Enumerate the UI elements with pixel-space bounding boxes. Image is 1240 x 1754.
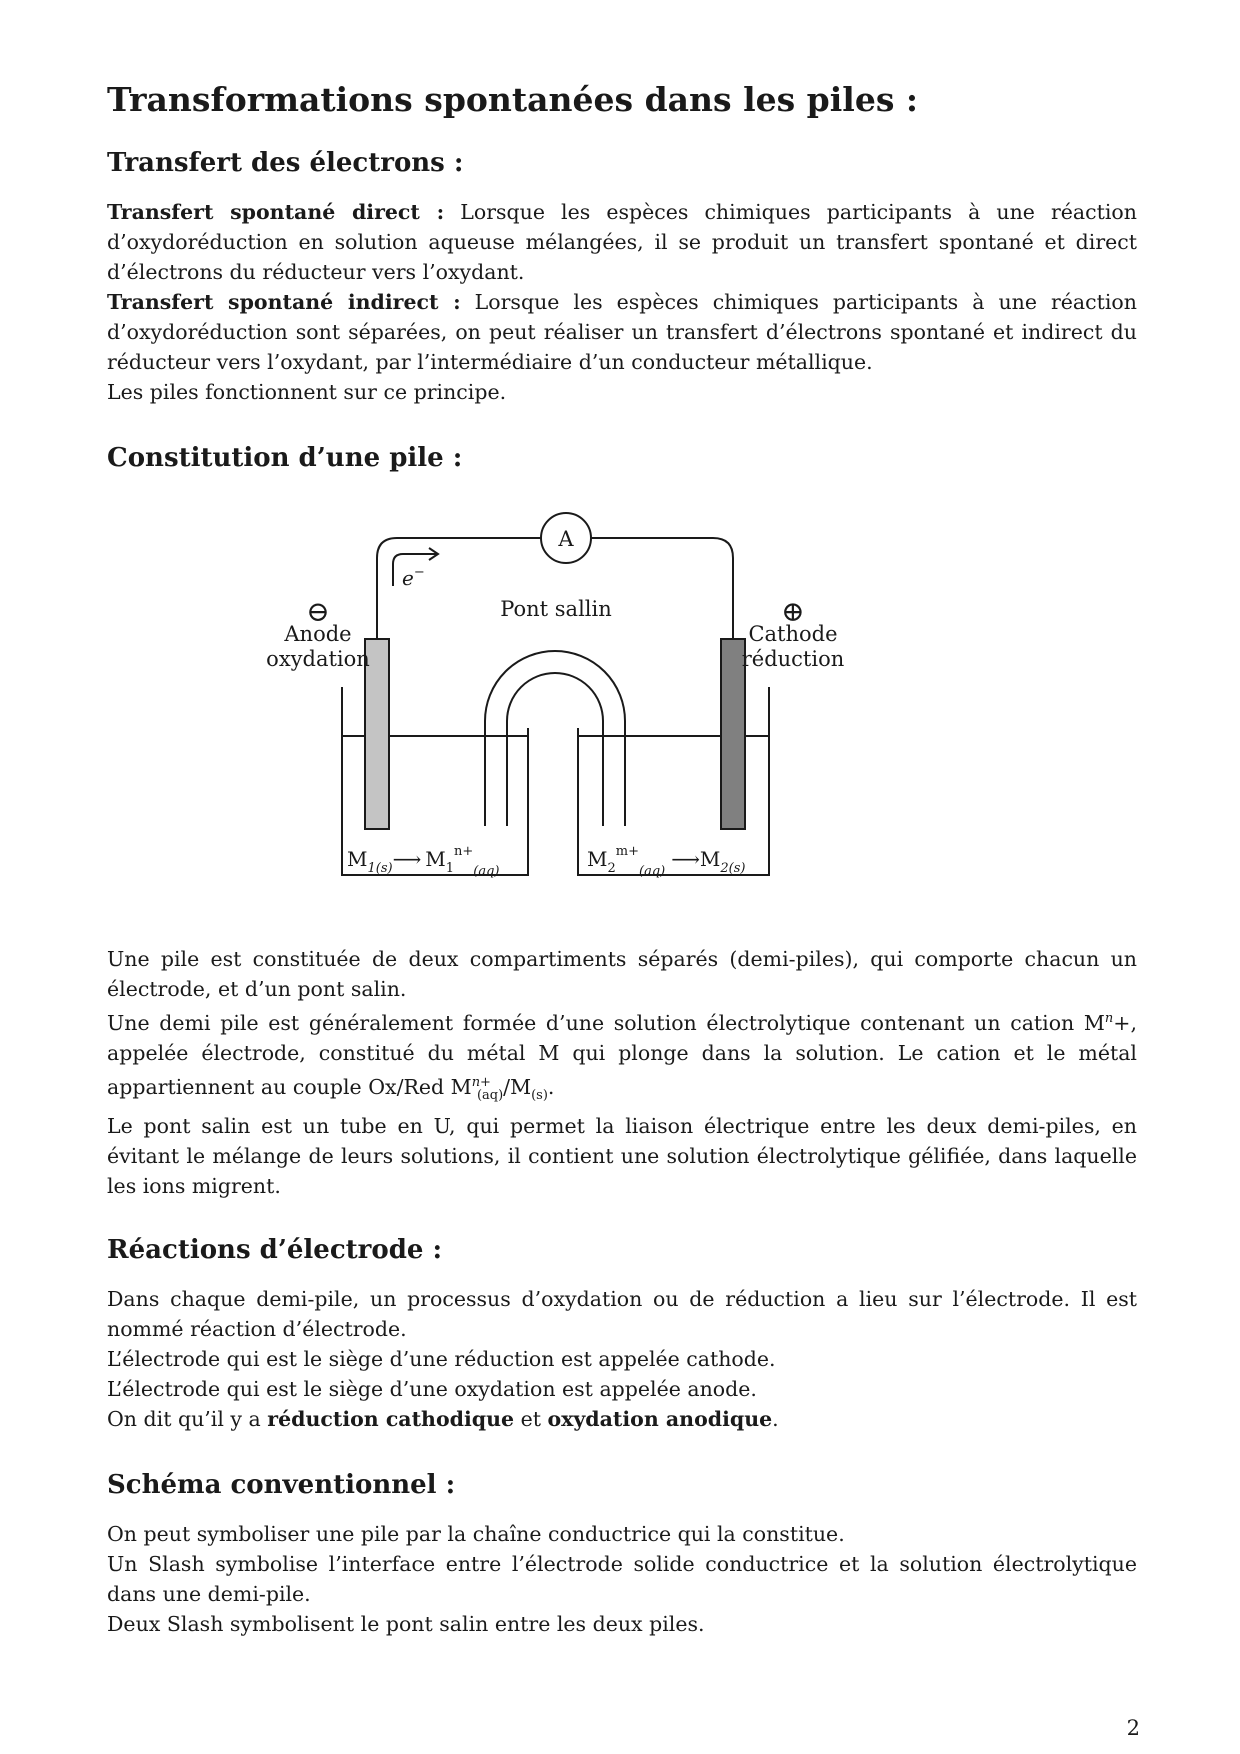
right-half-reaction: [587, 844, 745, 879]
couple-sup: n+: [471, 1074, 491, 1090]
label-direct: Transfert spontané direct :: [107, 199, 445, 224]
section-transfert: [107, 148, 1137, 407]
right-reactant: M: [587, 846, 608, 871]
battery-diagram: [107, 474, 1137, 944]
section-heading-schema: Schéma conventionnel :: [107, 1469, 456, 1500]
paragraph-anode-def: L’électrode qui est le siège d’une oxydation est appelée anode.: [107, 1376, 757, 1401]
right-product: M: [699, 846, 721, 871]
left-arrow: ⟶: [392, 846, 422, 871]
section-heading-transfert: Transfert des électrons :: [107, 147, 464, 178]
left-product-sup: n+: [454, 843, 474, 859]
page-title: Transformations spontanées dans les piles :: [107, 80, 919, 119]
couple-red: /M: [503, 1074, 532, 1099]
text-direct: Lorsque les espèces chimiques participants à une réaction d’oxydoréduction en solution aqueuse mélangées, il se produit un transfert spontané et direct d’électrons du réducteur vers l’oxydant.: [107, 199, 1137, 284]
section-reactions: [107, 1235, 1137, 1434]
couple-sub: (aq): [476, 1087, 504, 1103]
paragraph-direct: [107, 197, 1137, 287]
electron-symbol: e: [402, 565, 414, 590]
paragraph-schema-2: Un Slash symbolise l’interface entre l’électrode solide conductrice et la solution électrolytique dans une demi-pile.: [107, 1552, 1137, 1607]
salt-bridge-label: Pont sallin: [500, 596, 612, 621]
document-page: [107, 80, 1137, 1675]
paragraph-schema-1: On peut symboliser une pile par la chaîne conductrice qui la constitue.: [107, 1522, 845, 1547]
paragraph-indirect: [107, 287, 1137, 377]
couple-red-sub: (s): [531, 1087, 548, 1103]
section-schema: [107, 1470, 1137, 1639]
label-indirect: Transfert spontané indirect :: [107, 289, 461, 314]
right-arrow: ⟶: [671, 846, 700, 871]
left-product-sub: 1: [445, 860, 455, 876]
paragraph-pont-salin: Le pont salin est un tube en U, qui permet la liaison électrique entre les deux demi-piles, en évitant le mélange de leurs solutions, il contient une solution électrolytique gélifiée, dans laquelle les ions migrent.: [107, 1113, 1137, 1198]
right-reactant-sub: 2: [607, 860, 616, 876]
paragraph-cathode-def: L’électrode qui est le siège d’une réduction est appelée cathode.: [107, 1346, 776, 1371]
anode-process: oxydation: [266, 646, 370, 671]
summary-end: .: [772, 1406, 779, 1431]
demi-pile-text-1: Une demi pile est généralement formée d’une solution électrolytique contenant un cation M: [107, 1010, 1105, 1035]
paragraph-conclusion: Les piles fonctionnent sur ce principe.: [107, 379, 507, 404]
right-reactant-sup: m+: [615, 843, 639, 859]
electron-label: [402, 565, 425, 590]
text-indirect: Lorsque les espèces chimiques participants à une réaction d’oxydoréduction sont séparées, on peut réaliser un transfert d’électrons spontané et indirect du réducteur vers l’oxydant, par l’intermédiaire d’un conducteur métallique.: [107, 289, 1137, 374]
cathode-process: réduction: [741, 646, 845, 671]
cathode-label: Cathode: [748, 621, 838, 646]
summary-bold-2: oxydation anodique: [547, 1406, 773, 1431]
paragraph-pile-def: Une pile est constituée de deux compartiments séparés (demi-piles), qui comporte chacun un électrode, et d’un pont salin.: [107, 946, 1137, 1001]
page-number: 2: [1126, 1716, 1140, 1740]
demi-pile-text-2: +, appelée électrode, constitué du métal M qui plonge dans la solution. Le cation et le métal appartiennent au couple Ox/Red M: [107, 1010, 1137, 1099]
section-heading-constitution: Constitution d’une pile :: [107, 442, 463, 473]
summary-mid: et: [520, 1406, 541, 1431]
salt-bridge-inner: [507, 673, 603, 826]
left-reactant-sub: 1(s): [367, 860, 393, 876]
summary-bold-1: réduction cathodique: [267, 1406, 515, 1431]
section-constitution: [107, 443, 1137, 1201]
section-heading-reactions: Réactions d’électrode :: [107, 1234, 443, 1265]
right-reactant-state: (aq): [639, 863, 666, 879]
battery-diagram-svg: [107, 474, 1137, 944]
paragraph-summary: [107, 1404, 1137, 1434]
paragraph-schema-3: Deux Slash symbolisent le pont salin entre les deux piles.: [107, 1612, 705, 1637]
anode-label: Anode: [284, 621, 352, 646]
demi-pile-end: .: [547, 1074, 555, 1099]
left-product-state: (aq): [473, 863, 500, 879]
summary-pre: On dit qu’il y a: [107, 1406, 261, 1431]
ammeter-label: A: [558, 526, 574, 551]
anode-sign: ⊖: [306, 594, 330, 628]
wire-right: [591, 538, 733, 639]
cathode-sign: ⊕: [781, 594, 805, 628]
left-reactant: M: [347, 846, 368, 871]
left-product: M: [425, 846, 446, 871]
paragraph-reaction-electrode: Dans chaque demi-pile, un processus d’oxydation ou de réduction a lieu sur l’électrode. Il est nommé réaction d’électrode.: [107, 1286, 1137, 1341]
right-product-sub: 2(s): [720, 860, 746, 876]
demi-pile-sup: n: [1104, 1010, 1114, 1026]
electron-charge: −: [413, 564, 425, 580]
left-half-reaction: [347, 844, 500, 879]
paragraph-demi-pile: [107, 1004, 1137, 1111]
